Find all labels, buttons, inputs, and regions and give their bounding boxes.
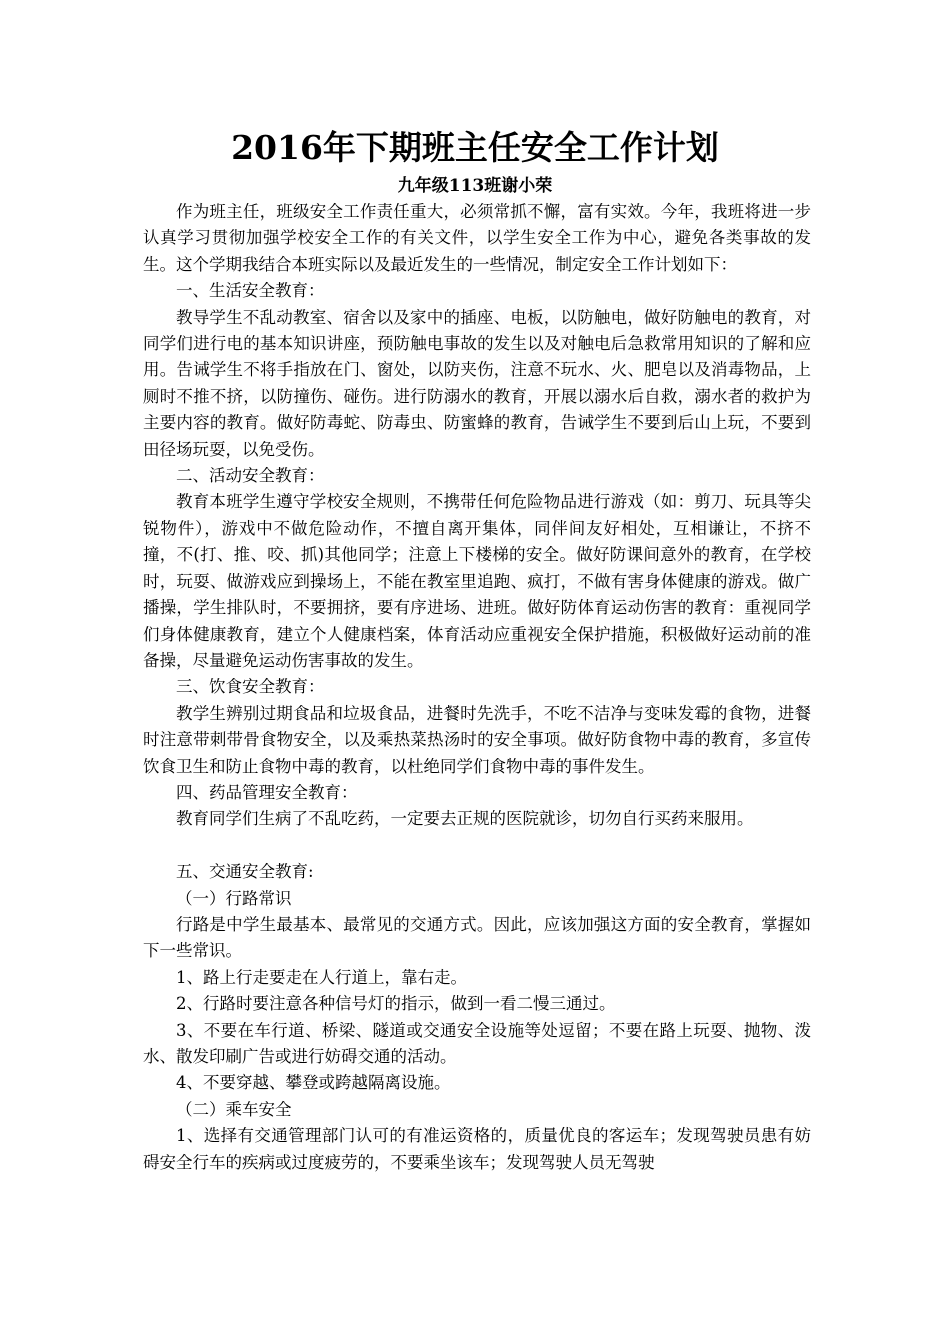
section-heading-life: 一、生活安全教育： — [176, 281, 325, 301]
blank-line — [143, 833, 811, 859]
section-text-food: 教学生辨别过期食品和垃圾食品，进餐时先洗手，不吃不洁净与变味发霉的食物，进餐时注意带刺带骨食物安全，以及乘热菜热汤时的安全事项。做好防食物中毒的教育，多宣传饮食卫生和防止食物中毒的教育，以杜绝同学们食物中毒的事件发生。 — [143, 703, 811, 776]
section-heading-food: 三、饮食安全教育： — [176, 677, 325, 697]
author-line: 九年级113班谢小荣 — [397, 176, 553, 196]
section-text-activity: 教育本班学生遵守学校安全规则，不携带任何危险物品进行游戏（如：剪刀、玩具等尖锐物件），游戏中不做危险动作，不擅自离开集体，同伴间友好相处，互相谦让，不挤不撞，不(打、推、咬、抓)其他同学；注意上下楼梯的安全。做好防课间意外的教育，在学校时，玩耍、做游戏应到操场上，不能在教室里追跑、疯打，不做有害身体健康的游戏。做广播操，学生排队时，不要拥挤，要有序进场、进班。做好防体育运动伤害的教育：重视同学们身体健康教育，建立个人健康档案，体育活动应重视安全保护措施，积极做好运动前的准备操，尽量避免运动伤害事故的发生。 — [143, 492, 811, 670]
section-text-life: 教导学生不乱动教室、宿舍以及家中的插座、电板，以防触电，做好防触电的教育，对同学们进行电的基本知识讲座，预防触电事故的发生以及对触电后急救常用知识的了解和应用。告诫学生不将手指放在门、窗处，以防夹伤，注意不玩水、火、肥皂以及消毒物品，上厕时不推不挤，以防撞伤、碰伤。进行防溺水的教育，开展以溺水后自救，溺水者的救护为主要内容的教育。做好防毒蛇、防毒虫、防蜜蜂的教育，告诫学生不要到后山上玩，不要到田径场玩耍，以免受伤。 — [143, 307, 811, 459]
list-item: 2、行路时要注意各种信号灯的指示，做到一看二慢三通过。 — [176, 994, 616, 1014]
list-item: 4、不要穿越、攀登或跨越隔离设施。 — [176, 1073, 451, 1093]
subsection-text-walking: 行路是中学生最基本、最常见的交通方式。因此，应该加强这方面的安全教育，掌握如下一些常识。 — [143, 914, 811, 961]
list-item: 1、选择有交通管理部门认可的有准运资格的，质量优良的客运车；发现驾驶员患有妨碍安全行车的疾病或过度疲劳的，不要乘坐该车；发现驾驶人员无驾驶 — [143, 1126, 811, 1172]
section-heading-medicine: 四、药品管理安全教育： — [176, 782, 358, 802]
subsection-heading-walking: （一）行路常识 — [176, 888, 292, 908]
list-item: 3、不要在车行道、桥梁、隧道或交通安全设施等处逗留；不要在路上玩耍、抛物、泼水、散发印刷广告或进行妨碍交通的活动。 — [143, 1020, 811, 1066]
document-body — [143, 199, 811, 1176]
section-text-medicine: 教育同学们生病了不乱吃药，一定要去正规的医院就诊，切勿自行买药来服用。 — [176, 809, 754, 829]
document-title: 2016年下期班主任安全工作计划 — [231, 128, 719, 167]
subsection-heading-riding: （二）乘车安全 — [176, 1099, 292, 1119]
intro-paragraph: 作为班主任，班级安全工作责任重大，必须常抓不懈，富有实效。今年，我班将进一步认真学习贯彻加强学校安全工作的有关文件，以学生安全工作为中心，避免各类事故的发生。这个学期我结合本班实际以及最近发生的一些情况，制定安全工作计划如下： — [143, 202, 811, 274]
section-heading-traffic: 五、交通安全教育: — [176, 862, 314, 882]
list-item: 1、路上行走要走在人行道上，靠右走。 — [176, 967, 467, 987]
section-heading-activity: 二、活动安全教育： — [176, 466, 325, 486]
